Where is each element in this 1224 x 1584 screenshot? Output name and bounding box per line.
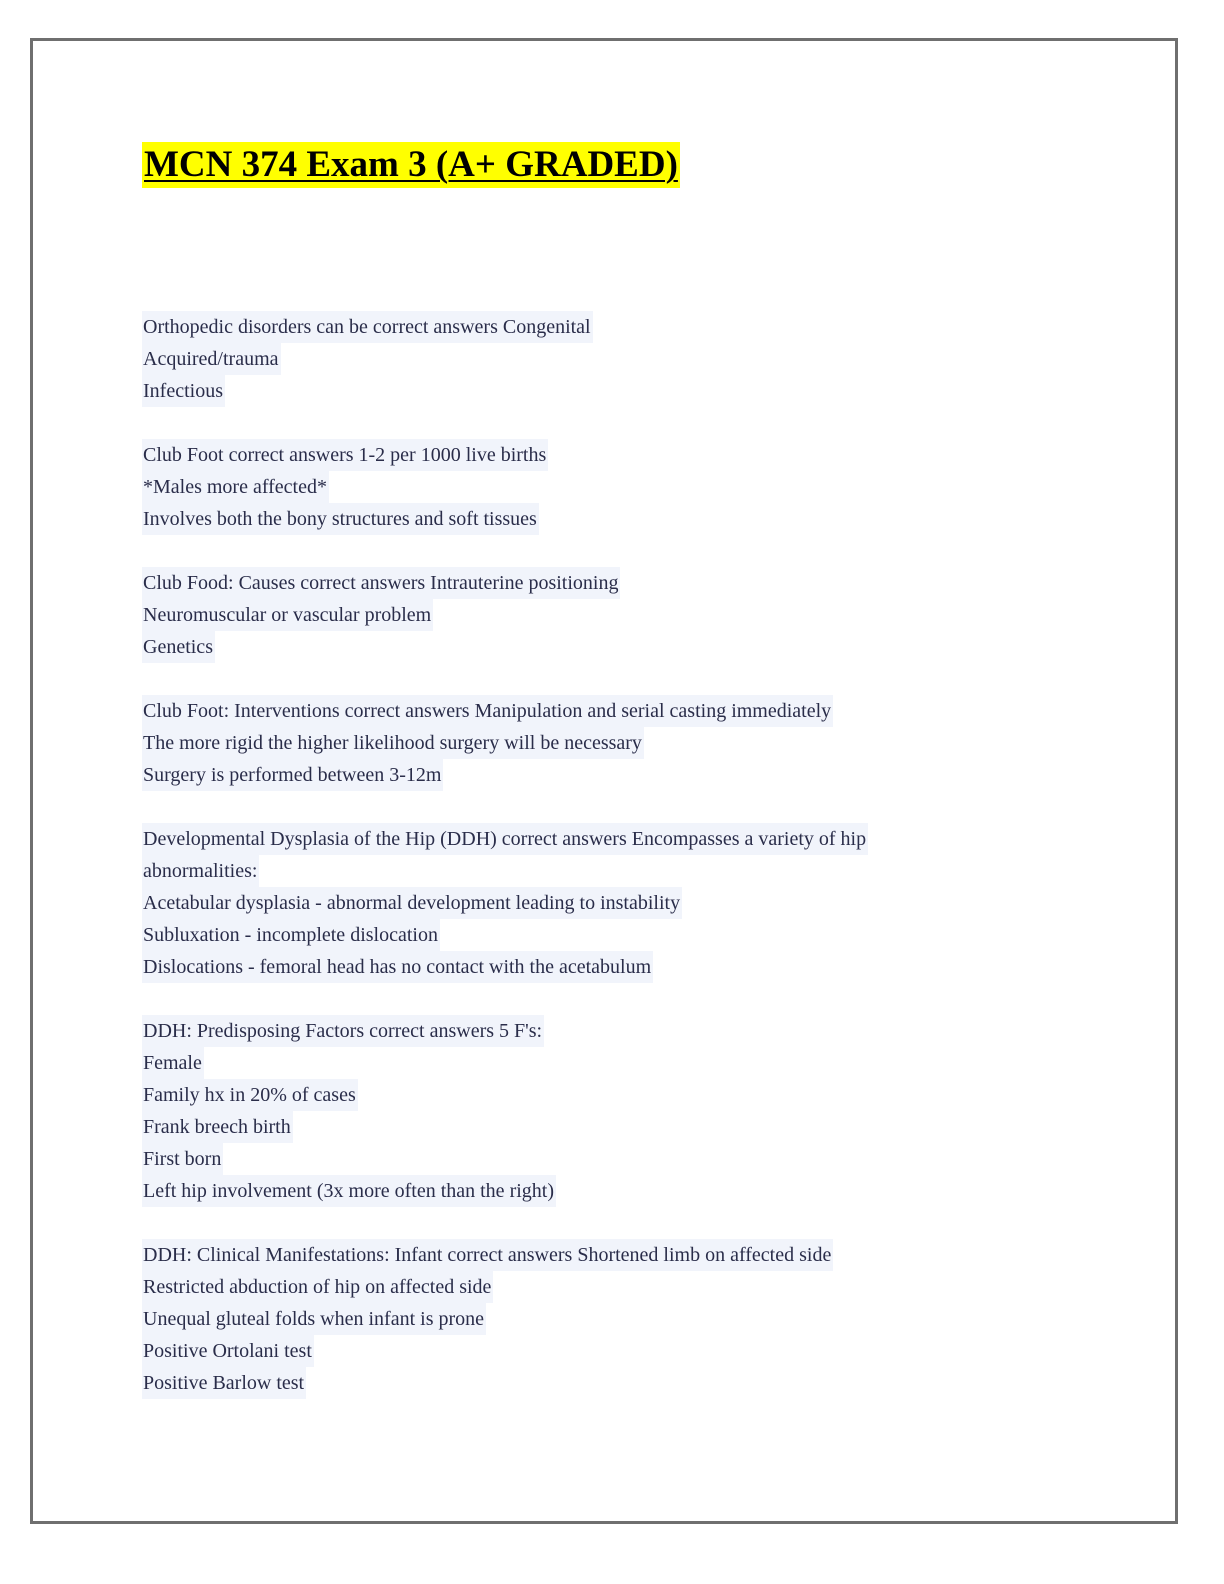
text-line: Acquired/trauma	[142, 343, 281, 375]
text-line: Orthopedic disorders can be correct answers Congenital	[142, 311, 593, 343]
qa-block-club-foot	[142, 439, 1042, 535]
text-line: Unequal gluteal folds when infant is prone	[142, 1303, 486, 1335]
text-line: Positive Ortolani test	[142, 1335, 314, 1367]
qa-block-club-foot-interventions	[142, 695, 1042, 791]
qa-block-ddh	[142, 823, 1042, 983]
text-line: Frank breech birth	[142, 1111, 293, 1143]
text-line: *Males more affected*	[142, 471, 329, 503]
text-line: abnormalities:	[142, 855, 259, 887]
qa-block-club-foot-causes	[142, 567, 1042, 663]
text-line: Neuromuscular or vascular problem	[142, 599, 433, 631]
text-line: Dislocations - femoral head has no contact with the acetabulum	[142, 951, 653, 983]
text-line: Involves both the bony structures and soft tissues	[142, 503, 539, 535]
text-line: DDH: Clinical Manifestations: Infant correct answers Shortened limb on affected side	[142, 1239, 833, 1271]
text-line: Club Foot correct answers 1-2 per 1000 live births	[142, 439, 548, 471]
text-line: Genetics	[142, 631, 215, 663]
text-line: Subluxation - incomplete dislocation	[142, 919, 440, 951]
document-body	[142, 311, 1042, 1431]
text-line: Surgery is performed between 3-12m	[142, 759, 443, 791]
text-line: The more rigid the higher likelihood surgery will be necessary	[142, 727, 644, 759]
text-line: First born	[142, 1143, 223, 1175]
text-line: Developmental Dysplasia of the Hip (DDH) correct answers Encompasses a variety of hip	[142, 823, 868, 855]
text-line: DDH: Predisposing Factors correct answers 5 F's:	[142, 1015, 544, 1047]
text-line: Left hip involvement (3x more often than the right)	[142, 1175, 556, 1207]
text-line: Club Foot: Interventions correct answers Manipulation and serial casting immediately	[142, 695, 833, 727]
text-line: Family hx in 20% of cases	[142, 1079, 358, 1111]
text-line: Restricted abduction of hip on affected side	[142, 1271, 493, 1303]
qa-block-ddh-predisposing-factors	[142, 1015, 1042, 1207]
document-title: MCN 374 Exam 3 (A+ GRADED)	[142, 142, 680, 188]
text-line: Acetabular dysplasia - abnormal development leading to instability	[142, 887, 682, 919]
qa-block-ddh-clinical-manifestations	[142, 1239, 1042, 1399]
text-line: Positive Barlow test	[142, 1367, 306, 1399]
text-line: Female	[142, 1047, 204, 1079]
qa-block-orthopedic-disorders	[142, 311, 1042, 407]
text-line: Club Food: Causes correct answers Intrauterine positioning	[142, 567, 620, 599]
text-line: Infectious	[142, 375, 225, 407]
